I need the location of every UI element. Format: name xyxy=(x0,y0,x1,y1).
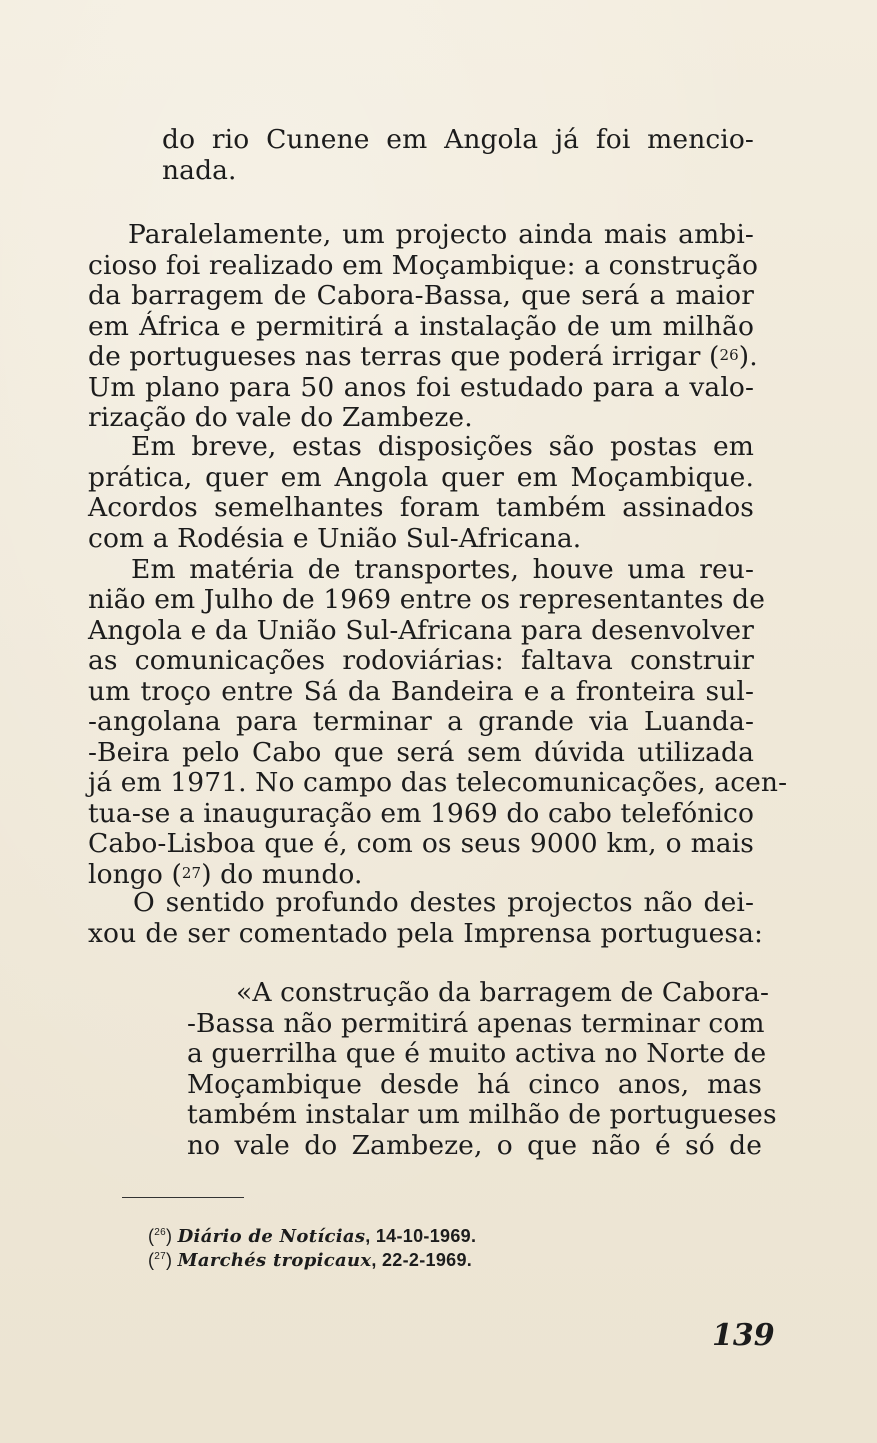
text-line: cioso foi realizado em Moçambique: a construção xyxy=(88,250,759,281)
footnote-source: Diário de Notícias xyxy=(177,1226,366,1247)
footnote-mark-open: ( xyxy=(148,1226,155,1246)
footnote-date: , 14-10-1969. xyxy=(365,1226,477,1246)
text-line: O sentido profundo destes projectos não dei- xyxy=(133,887,754,918)
text-line: -Beira pelo Cabo que será sem dúvida utilizada xyxy=(88,737,754,768)
text-fragment: longo ( xyxy=(88,859,182,890)
text-line: em África e permitirá a instalação de um milhão xyxy=(88,311,754,342)
footnote-source: Marchés tropicaux xyxy=(177,1250,372,1271)
footnote-mark-number: 27 xyxy=(154,1251,167,1262)
text-line: Em matéria de transportes, houve uma reu- xyxy=(131,554,754,585)
quote-line: -Bassa não permitirá apenas terminar com xyxy=(187,1008,765,1039)
footnote-mark-number: 26 xyxy=(154,1227,167,1238)
text-line: Em breve, estas disposições são postas em xyxy=(131,431,754,462)
text-line: já em 1971. No campo das telecomunicações, acen- xyxy=(88,767,788,798)
text-fragment: de portugueses nas terras que poderá irrigar ( xyxy=(88,341,720,372)
text-line: xou de ser comentado pela Imprensa portuguesa: xyxy=(88,918,763,949)
text-line: Cabo-Lisboa que é, com os seus 9000 km, o mais xyxy=(88,828,754,859)
footnote-mark xyxy=(148,1250,172,1270)
footnote-ref-27: 27 xyxy=(181,864,202,882)
footnote-divider xyxy=(122,1197,244,1198)
text-line: Acordos semelhantes foram também assinados xyxy=(88,492,754,523)
footnote-27 xyxy=(148,1246,472,1272)
text-line: -angolana para terminar a grande via Luanda- xyxy=(88,706,754,737)
text-line: Um plano para 50 anos foi estudado para a valo- xyxy=(88,372,754,403)
footnote-mark-close: ) xyxy=(166,1226,173,1246)
quote-line: a guerrilha que é muito activa no Norte de xyxy=(187,1038,767,1069)
text-fragment: ). xyxy=(738,341,758,372)
text-line: tua-se a inauguração em 1969 do cabo telefónico xyxy=(88,798,755,829)
footnote-mark-open: ( xyxy=(148,1250,155,1270)
quote-line: também instalar um milhão de portugueses xyxy=(187,1099,777,1130)
quote-line: «A construção da barragem de Cabora- xyxy=(236,977,770,1008)
text-line-with-footnote-ref xyxy=(88,342,758,372)
text-fragment: ) do mundo. xyxy=(201,859,363,890)
page-number: 139 xyxy=(712,1318,775,1353)
footnote-date: , 22-2-1969. xyxy=(371,1250,473,1270)
footnote-26 xyxy=(148,1222,476,1248)
quote-line: no vale do Zambeze, o que não é só de xyxy=(187,1130,762,1161)
footnote-mark-close: ) xyxy=(166,1250,173,1270)
quote-line: Moçambique desde há cinco anos, mas xyxy=(187,1069,762,1100)
footnote-ref-26: 26 xyxy=(719,346,739,364)
text-line: nião em Julho de 1969 entre os representantes de xyxy=(88,584,765,615)
text-line: prática, quer em Angola quer em Moçambique. xyxy=(88,462,754,493)
text-line: Angola e da União Sul-Africana para desenvolver xyxy=(88,615,754,646)
text-line: com a Rodésia e União Sul-Africana. xyxy=(88,523,582,554)
text-line: do rio Cunene em Angola já foi mencio- xyxy=(162,124,754,155)
text-line: as comunicações rodoviárias: faltava construir xyxy=(88,645,754,676)
text-line: da barragem de Cabora-Bassa, que será a maior xyxy=(88,280,754,311)
text-line: nada. xyxy=(162,155,237,186)
footnote-mark xyxy=(148,1226,172,1246)
text-line: um troço entre Sá da Bandeira e a fronteira sul- xyxy=(88,676,754,707)
text-line-with-footnote-ref xyxy=(88,860,363,890)
text-line: Paralelamente, um projecto ainda mais ambi- xyxy=(128,219,754,250)
text-line: rização do vale do Zambeze. xyxy=(88,402,473,433)
